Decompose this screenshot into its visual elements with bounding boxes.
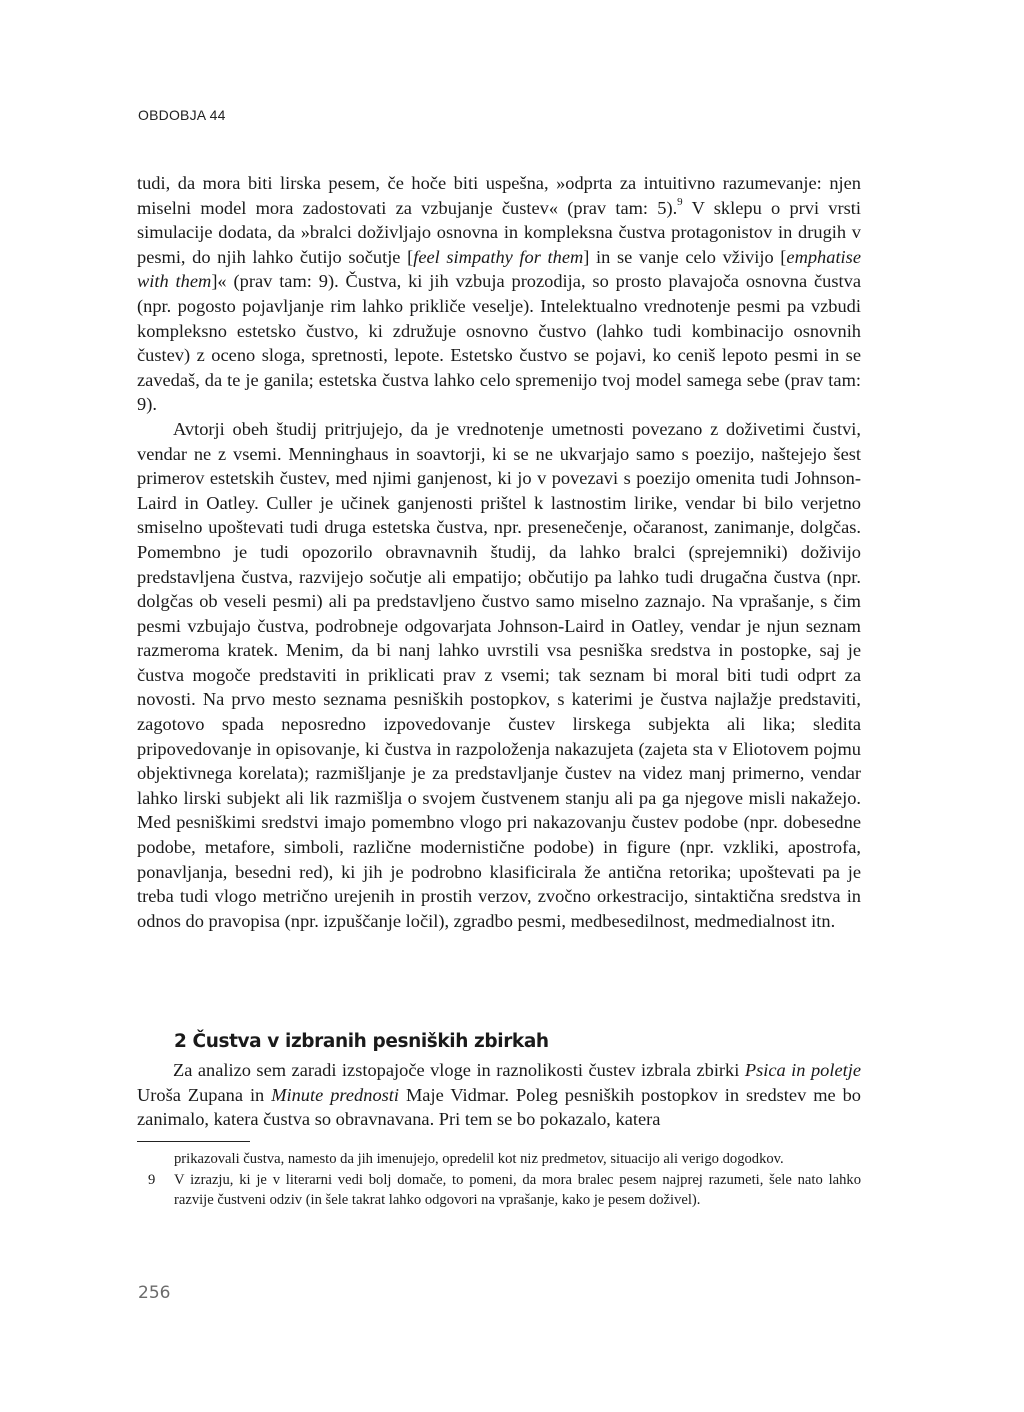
footnote-divider — [137, 1141, 250, 1142]
running-head: OBDOBJA 44 — [138, 107, 226, 123]
text-run: Maje Vidmar. Poleg pesniških postopkov in sredstev me bo zanimalo, katera čustva so obravnavana. Pri tem se bo pokazalo, katera — [137, 1084, 861, 1130]
book-title: Minute prednosti — [271, 1084, 400, 1105]
paragraph-continued — [137, 171, 861, 417]
text-run: V sklepu o prvi vrsti simulacije dodata, da »bralci doživljajo osnovna in kompleksna čustva protagonistov in drugih v pesmi, do njih lahko čutijo sočutje [ — [137, 197, 861, 267]
text-run: ] in se vanje celo vživijo [ — [583, 246, 787, 267]
footnote-text: V izrazju, ki je v literarni vedi bolj domače, to pomeni, da mora bralec pesem najprej razumeti, šele nato lahko razvije čustveni odziv (in šele takrat lahko odgovori na vprašanje, kako je pesem doživel). — [174, 1171, 861, 1208]
section-heading: 2 Čustva v izbranih pesniških zbirkah — [174, 1031, 549, 1052]
body-text — [137, 171, 861, 933]
page-number: 256 — [138, 1283, 171, 1303]
text-run: Uroša Zupana in — [137, 1084, 272, 1105]
paragraph — [137, 1058, 861, 1132]
text-run: Za analizo sem zaradi izstopajoče vloge in raznolikosti čustev izbrala zbirki — [173, 1060, 745, 1080]
footnote-continued — [137, 1149, 861, 1170]
paragraph: Avtorji obeh študij pritrjujejo, da je vrednotenje umetnosti povezano z doživetimi čustvi, vendar ne z vsemi. Menninghaus in soavtorji, ki se ne ukvarjajo samo s poezijo, naštejejo šest primerov estetskih čustev, med njimi ganjenost, ki jo v povezavi s poezijo omenita tudi Johnson-Laird in Oatley. Culler je učinek ganjenosti prištel k lastnostim lirike, vendar bi bilo verjetno smiselno upoštevati tudi druga estetska čustva, npr. presenečenje, očaranost, zanimanje, dolgčas. Pomembno je tudi opozorilo obravnavnih študij, da lahko bralci (sprejemniki) doživijo predstavljena čustva, razvijejo sočutje ali empatijo; občutijo pa lahko tudi drugačna čustva (npr. dolgčas ob veseli pesmi) ali pa predstavljeno čustvo samo miselno zaznajo. Na vprašanje, s čim pesmi vzbujajo čustva, podrobneje odgovarjata Johnson-Laird in Oatley, vendar je njun seznam razmeroma kratek. Menim, da bi nanj lahko uvrstili vsa pesniška sredstva in postopke, saj je čustva mogoče predstaviti in priklicati prav z vsemi; tak seznam bi moral biti tudi odprt za novosti. Na prvo mesto seznama pesniških postopkov, s katerimi je čustva najlažje predstaviti, zagotovo spada neposredno izpovedovanje čustev lirskega subjekta ali lika; sledita pripovedovanje in opisovanje, ki čustva in razpoloženja nakazujeta (zajeta sta v Eliotovem pojmu objektivnega korelata); razmišljanje je za predstavljanje čustev na videz manj primerno, vendar lahko lirski subjekt ali lik razmišlja o svojem čustvenem stanju ali pa ga njegove misli nakažejo. Med pesniškimi sredstvi imajo pomembno vlogo pri nakazovanju čustev podobe (npr. dobesedne podobe, metafore, simboli, različne modernistične podobe) in figure (npr. vzkliki, apostrofa, ponavljanja, besedni red), ki jih je podrobno klasificirala že antična retorika; upoštevati pa je treba tudi vlogo metrično urejenih in prostih verzov, zvočno orkestracijo, sintaktična sredstva in odnos do pravopisa (npr. izpuščanje ločil), zgradbo pesmi, medbesedilnost, medmedialnost itn. — [137, 418, 861, 931]
footnote-text: prikazovali čustva, namesto da jih imenujejo, opredelil kot niz predmetov, situacijo ali verigo dogodkov. — [174, 1151, 784, 1167]
footnote-reference[interactable]: 9 — [677, 196, 683, 209]
footnote-number: 9 — [148, 1171, 156, 1188]
italic-phrase: emphatise with them — [137, 246, 861, 292]
footnote-9 — [137, 1170, 861, 1211]
book-title: Psica in poletje — [744, 1060, 861, 1080]
section-body — [137, 1058, 861, 1132]
footnotes — [137, 1149, 861, 1211]
text-run: tudi, da mora biti lirska pesem, če hoče biti uspešna, »odprta za intuitivno razumevanje: njen miselni model mora zadostovati za vzbujanje čustev« (prav tam: 5). — [137, 173, 861, 218]
italic-phrase: feel simpathy for them — [413, 246, 584, 267]
text-run: ]« (prav tam: 9). Čustva, ki jih vzbuja prozodija, so prosto plavajoča osnovna čustva (npr. pogosto pojavljanje rim lahko prikliče veselje). Intelektualno vrednotenje pesmi pa vzbudi kompleksno estetsko čustvo, ki združuje osnovno čustvo (lahko tudi kombinacijo osnovnih čustev) z oceno sloga, spretnosti, lepote. Estetsko čustvo se pojavi, ko ceniš lepoto pesmi in se zavedaš, da te je ganila; estetska čustva lahko celo spremenijo tvoj model samega sebe (prav tam: 9). — [137, 271, 861, 415]
